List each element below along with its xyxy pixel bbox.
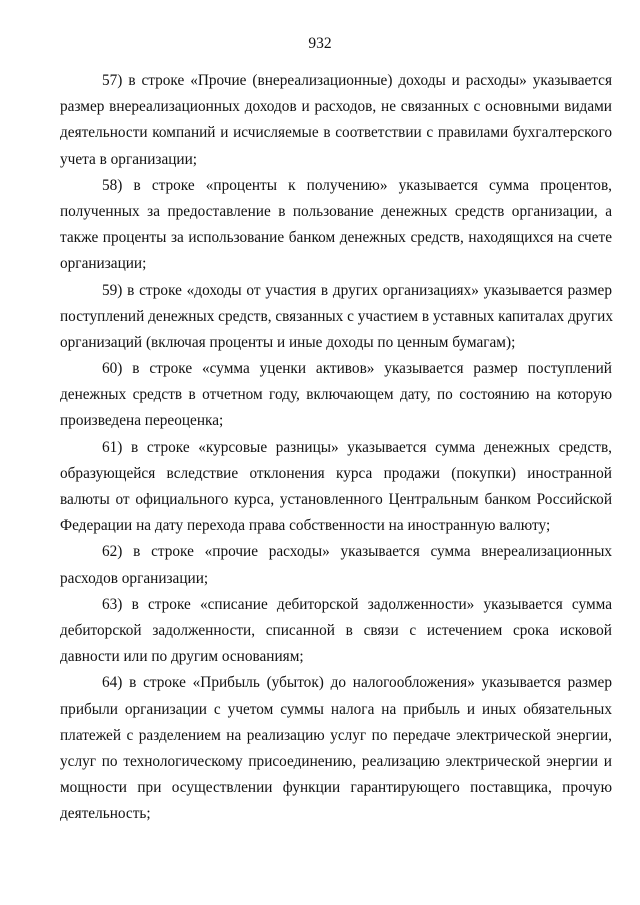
text-line: произведена переоценка; bbox=[60, 412, 224, 430]
text-line: деятельность; bbox=[60, 805, 151, 823]
text-line: 64) в строке «Прибыль (убыток) до налогообложения» указывается размер bbox=[102, 674, 612, 692]
text-line: платежей с разделением на реализацию услуг по передаче электрической энергии, bbox=[60, 726, 612, 744]
text-line: услуг по технологическому присоединению, реализацию электрической энергии и bbox=[60, 752, 612, 770]
text-line: организации; bbox=[60, 255, 147, 273]
text-line: 63) в строке «списание дебиторской задолженности» указывается сумма bbox=[102, 595, 612, 613]
text-line: Федерации на дату перехода права собственности на иностранную валюту; bbox=[60, 517, 551, 535]
text-line: прибыли организации с учетом суммы налога на прибыль и иных обязательных bbox=[60, 700, 612, 718]
paragraph-60 bbox=[60, 356, 612, 435]
text-line: расходов организации; bbox=[60, 569, 209, 587]
document-body bbox=[60, 68, 612, 827]
text-line: размер внереализационных доходов и расходов, не связанных с основными видами bbox=[60, 98, 612, 116]
text-line: образующейся вследствие отклонения курса продажи (покупки) иностранной bbox=[60, 464, 612, 482]
text-line: учета в организации; bbox=[60, 150, 198, 168]
text-line: также проценты за использование банком денежных средств, находящихся на счете bbox=[60, 229, 612, 247]
text-line: 60) в строке «сумма уценки активов» указывается размер поступлений bbox=[102, 360, 612, 378]
text-line: давности или по другим основаниям; bbox=[60, 648, 304, 666]
text-line: 59) в строке «доходы от участия в других организациях» указывается размер bbox=[102, 281, 612, 299]
text-line: 62) в строке «прочие расходы» указывается сумма внереализационных bbox=[102, 543, 612, 561]
page-number: 932 bbox=[308, 35, 332, 52]
text-line: полученных за предоставление в пользование денежных средств организации, а bbox=[60, 202, 612, 220]
text-line: организаций (включая проценты и иные доходы по ценным бумагам); bbox=[60, 333, 516, 351]
text-line: денежных средств в отчетном году, включающем дату, по состоянию на которую bbox=[60, 386, 612, 404]
text-line: 58) в строке «проценты к получению» указывается сумма процентов, bbox=[102, 176, 612, 194]
text-line: дебиторской задолженности, списанной в связи с истечением срока исковой bbox=[60, 621, 612, 639]
paragraph-57 bbox=[60, 68, 612, 173]
text-line: валюты от официального курса, установленного Центральным банком Российской bbox=[60, 491, 612, 508]
text-line: 61) в строке «курсовые разницы» указывается сумма денежных средств, bbox=[102, 438, 612, 456]
paragraph-61 bbox=[60, 435, 612, 540]
paragraph-59 bbox=[60, 278, 612, 357]
text-line: мощности при осуществлении функции гарантирующего поставщика, прочую bbox=[60, 779, 612, 797]
paragraph-58 bbox=[60, 173, 612, 278]
text-line: 57) в строке «Прочие (внереализационные) доходы и расходы» указывается bbox=[102, 72, 612, 89]
paragraph-62 bbox=[60, 539, 612, 591]
text-line: поступлений денежных средств, связанных с участием в уставных капиталах других bbox=[60, 307, 613, 325]
paragraph-64 bbox=[60, 670, 612, 827]
paragraph-63 bbox=[60, 592, 612, 671]
text-line: деятельности компаний и исчисляемые в соответствии с правилами бухгалтерского bbox=[60, 124, 612, 142]
